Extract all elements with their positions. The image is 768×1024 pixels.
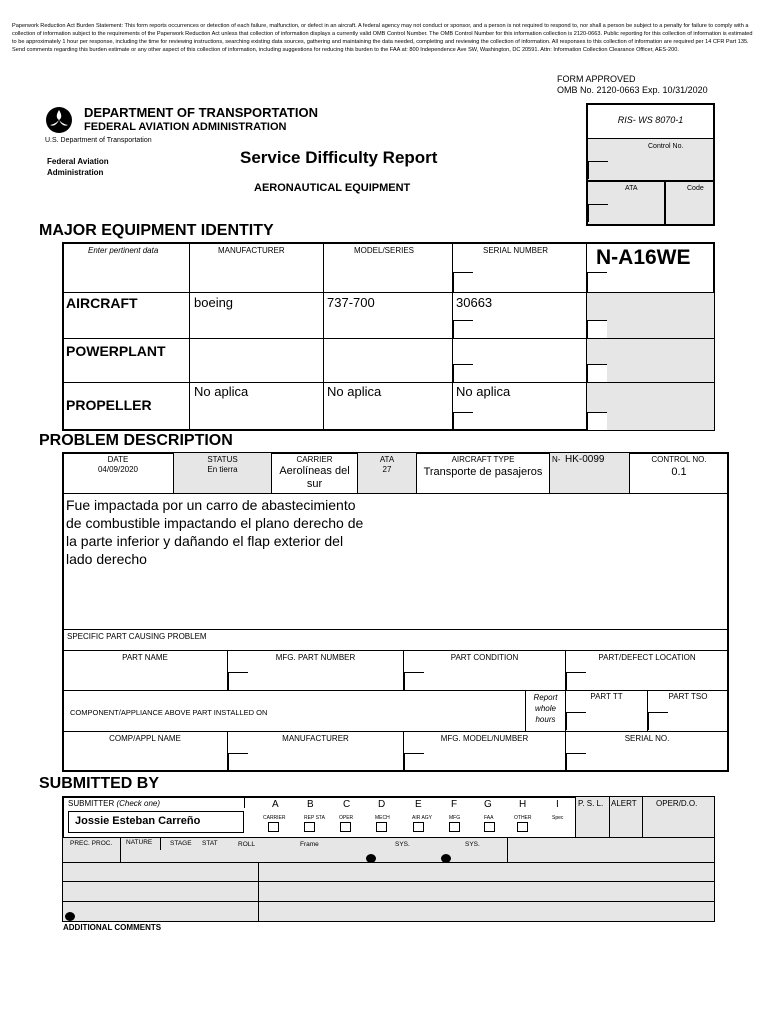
- omb-number: OMB No. 2120-0663 Exp. 10/31/2020: [557, 85, 708, 95]
- submitter-letter-f: F: [451, 799, 458, 810]
- page-title: Service Difficulty Report: [240, 148, 438, 167]
- submitter-letter-i: I: [556, 799, 559, 810]
- code-label: Code: [687, 185, 704, 192]
- submitted-section-title: SUBMITTED BY: [39, 775, 159, 792]
- problem-description[interactable]: Fue impactada por un carro de abastecimiento de combustible impactando el plano derecho de la parte inferior y dañando el flap exterior del lado derecho: [66, 497, 364, 567]
- submitter-letter-h: H: [519, 799, 527, 810]
- propeller-manufacturer[interactable]: No aplica: [194, 384, 249, 399]
- reg-checkbox-header[interactable]: [587, 272, 607, 292]
- enter-pertinent-data: Enter pertinent data: [88, 246, 159, 255]
- serial-checkbox-powerplant[interactable]: [453, 364, 473, 382]
- submitter-letter-g: G: [484, 799, 492, 810]
- serial-checkbox-header[interactable]: [453, 272, 473, 292]
- serial-no-label: SERIAL NO.: [624, 734, 670, 743]
- submitter-label: [68, 799, 160, 808]
- specific-part-label: SPECIFIC PART CAUSING PROBLEM: [67, 632, 207, 641]
- psl-label: P. S. L.: [578, 799, 604, 808]
- checkbox-mech[interactable]: [376, 822, 387, 832]
- reg-checkbox-aircraft[interactable]: [587, 320, 607, 338]
- frame-label: Frame: [300, 841, 319, 848]
- submitter-letter-c: C: [343, 799, 351, 810]
- part-condition-label: PART CONDITION: [450, 653, 519, 662]
- alert-label: ALERT: [611, 799, 637, 808]
- roll-label: ROLL: [238, 841, 255, 848]
- col-manufacturer: MANUFACTURER: [218, 246, 285, 255]
- aircraft-model[interactable]: 737-700: [327, 295, 375, 310]
- part-tso-label: PART TSO: [668, 692, 708, 701]
- control-no-field[interactable]: [588, 161, 608, 179]
- reg-checkbox-propeller[interactable]: [587, 412, 607, 430]
- checkbox-other[interactable]: [517, 822, 528, 832]
- aircraft-manufacturer[interactable]: boeing: [194, 295, 234, 310]
- mfg-model-number-field[interactable]: [566, 753, 586, 771]
- submitter-sub-mfg: MFG: [449, 815, 461, 821]
- submitted-gray-area: [63, 838, 714, 921]
- ata-col-label: ATA: [379, 455, 395, 464]
- problem-section-title: PROBLEM DESCRIPTION: [39, 432, 233, 449]
- part-name-field[interactable]: [228, 672, 248, 690]
- equipment-gray-col: [587, 293, 714, 430]
- status-value[interactable]: En tierra: [207, 465, 238, 474]
- checkbox-faa[interactable]: [484, 822, 495, 832]
- checkbox-oper[interactable]: [340, 822, 351, 832]
- row-aircraft-label: AIRCRAFT: [66, 295, 138, 311]
- mfg-part-number-label: MFG. PART NUMBER: [275, 653, 356, 662]
- ata-field[interactable]: [588, 204, 608, 222]
- aircraft-type-value[interactable]: Transporte de pasajeros: [423, 466, 543, 478]
- propeller-serial[interactable]: No aplica: [456, 384, 511, 399]
- part-tt-label: PART TT: [590, 692, 623, 701]
- mfg-model-number-label: MFG. MODEL/NUMBER: [440, 734, 529, 743]
- submitter-text: SUBMITTER: [68, 799, 115, 808]
- additional-comments-label: ADDITIONAL COMMENTS: [63, 923, 162, 932]
- carrier-label: CARRIER: [296, 455, 333, 464]
- part-defect-location-label: PART/DEFECT LOCATION: [598, 653, 696, 662]
- submitter-sub-air-agy: AIR AGY: [412, 815, 433, 821]
- submitter-sub-rep-sta: REP STA: [304, 815, 325, 821]
- ris-code: RIS- WS 8070-1: [617, 115, 684, 125]
- submitter-sub-faa: FAA: [484, 815, 494, 821]
- aircraft-serial[interactable]: 30663: [456, 295, 493, 310]
- marker-dot-2: [441, 854, 451, 863]
- n-label: N-: [552, 455, 561, 464]
- submitter-sub-oper: OPER: [339, 815, 354, 821]
- serial-checkbox-aircraft[interactable]: [453, 320, 473, 338]
- submitter-flag[interactable]: [244, 797, 256, 808]
- report-whole-hours: [526, 692, 565, 725]
- marker-dot-1: [366, 854, 376, 863]
- check-one-text: (Check one): [116, 799, 161, 808]
- fed-aviation-line2: Administration: [47, 168, 104, 177]
- n-value[interactable]: HK-0099: [565, 454, 605, 465]
- row-propeller-label: PROPELLER: [66, 397, 152, 413]
- propeller-model[interactable]: No aplica: [327, 384, 382, 399]
- nature-label: NATURE: [126, 839, 153, 846]
- checkbox-air-agy[interactable]: [413, 822, 424, 832]
- submitter-sub-other: OTHER: [514, 815, 532, 821]
- dot-logo-icon: [45, 106, 73, 139]
- prec-proc-label: PREC. PROC.: [70, 840, 113, 847]
- form-approved: FORM APPROVED: [557, 74, 636, 84]
- checkbox-carrier[interactable]: [268, 822, 279, 832]
- marker-dot-3: [65, 912, 75, 921]
- submitter-letter-d: D: [378, 799, 386, 810]
- col-model: MODEL/SERIES: [354, 246, 415, 255]
- faa-name: FEDERAL AVIATION ADMINISTRATION: [84, 121, 287, 133]
- mfg-part-number-field[interactable]: [404, 672, 424, 690]
- submitter-sub-mech: MECH: [375, 815, 390, 821]
- submitter-letter-a: A: [272, 799, 279, 810]
- dept-name: DEPARTMENT OF TRANSPORTATION: [84, 105, 318, 120]
- registration-number: N-A16WE: [596, 246, 691, 269]
- aircraft-type-label: AIRCRAFT TYPE: [451, 455, 515, 464]
- reg-checkbox-powerplant[interactable]: [587, 364, 607, 382]
- stat-label: STAT: [202, 840, 218, 847]
- serial-checkbox-propeller[interactable]: [453, 412, 473, 430]
- burden-statement: Paperwork Reduction Act Burden Statement: This form reports occurrences or detection of each failure, malfunction, or defect in an aircraft. A federal agency may not conduct or sponsor, and a person is not required to respond to, nor shall a person be subject to a penalty for failure to comply with a collection of information subject to the requirements of the Paperwork Reduction Act unless that collection of information displays a currently valid OMB Control Number. The OMB Control Number for this information collection is 2120-0663. Public reporting for this collection of information is estimated to be approximately 1 hour per response, including the time for reviewing instructions, searching existing data sources, gathering and maintaining the data needed, completing and reviewing the collection of information. All responses to this collection of information are required per 14 CFR Part 135. Send comments regarding this burden estimate or any other aspect of this collection of information, including suggestions for reducing this burden to the FAA at: 800 Independence Ave SW, Washington, DC 20591. Attn: Information Collection Clearance Officer, AES-200.: [12, 23, 753, 53]
- submitter-letter-b: B: [307, 799, 314, 810]
- usdot-label: U.S. Department of Transportation: [45, 137, 152, 144]
- row-powerplant-label: POWERPLANT: [66, 343, 166, 359]
- date-value[interactable]: 04/09/2020: [97, 465, 139, 474]
- sys-label-2: SYS.: [465, 841, 480, 848]
- comp-manufacturer-field[interactable]: [404, 753, 424, 771]
- checkbox-mfg[interactable]: [449, 822, 460, 832]
- part-tso-field[interactable]: [648, 712, 668, 730]
- control-no-value[interactable]: 0.1: [671, 466, 687, 478]
- equipment-section-title: MAJOR EQUIPMENT IDENTITY: [39, 222, 274, 239]
- oper-do-label: OPER/D.O.: [656, 799, 698, 808]
- date-label: DATE: [107, 455, 129, 464]
- sys-label-1: SYS.: [395, 841, 410, 848]
- submitter-sub-carrier: CARRIER: [263, 815, 286, 821]
- comp-manufacturer-label: MANUFACTURER: [282, 734, 349, 743]
- submitter-name[interactable]: Jossie Esteban Carreño: [75, 815, 201, 827]
- component-label: COMPONENT/APPLIANCE ABOVE PART INSTALLED ON: [70, 708, 268, 717]
- part-condition-field[interactable]: [566, 672, 586, 690]
- status-label: STATUS: [207, 455, 238, 464]
- comp-appl-name-label: COMP/APPL NAME: [109, 734, 181, 743]
- col-serial: SERIAL NUMBER: [483, 246, 549, 255]
- report-line3: hours: [535, 715, 556, 724]
- fed-aviation-line1: Federal Aviation: [47, 157, 109, 166]
- report-line2: whole: [535, 704, 556, 713]
- checkbox-rep-sta[interactable]: [304, 822, 315, 832]
- control-no-col-label: CONTROL NO.: [651, 455, 707, 464]
- control-no-label: Control No.: [648, 143, 684, 150]
- comp-appl-name-field[interactable]: [228, 753, 248, 771]
- submitter-letter-e: E: [415, 799, 422, 810]
- ata-value[interactable]: 27: [382, 465, 392, 474]
- page-subtitle: AERONAUTICAL EQUIPMENT: [254, 182, 411, 194]
- part-tt-field[interactable]: [566, 712, 586, 730]
- part-name-label: PART NAME: [122, 653, 168, 662]
- submitter-sub-spec: Spec: [552, 815, 564, 821]
- report-line1: Report: [533, 693, 558, 702]
- stage-label: STAGE: [170, 840, 192, 847]
- ata-label: ATA: [625, 185, 638, 192]
- carrier-value[interactable]: Aerolíneas del sur: [279, 465, 350, 490]
